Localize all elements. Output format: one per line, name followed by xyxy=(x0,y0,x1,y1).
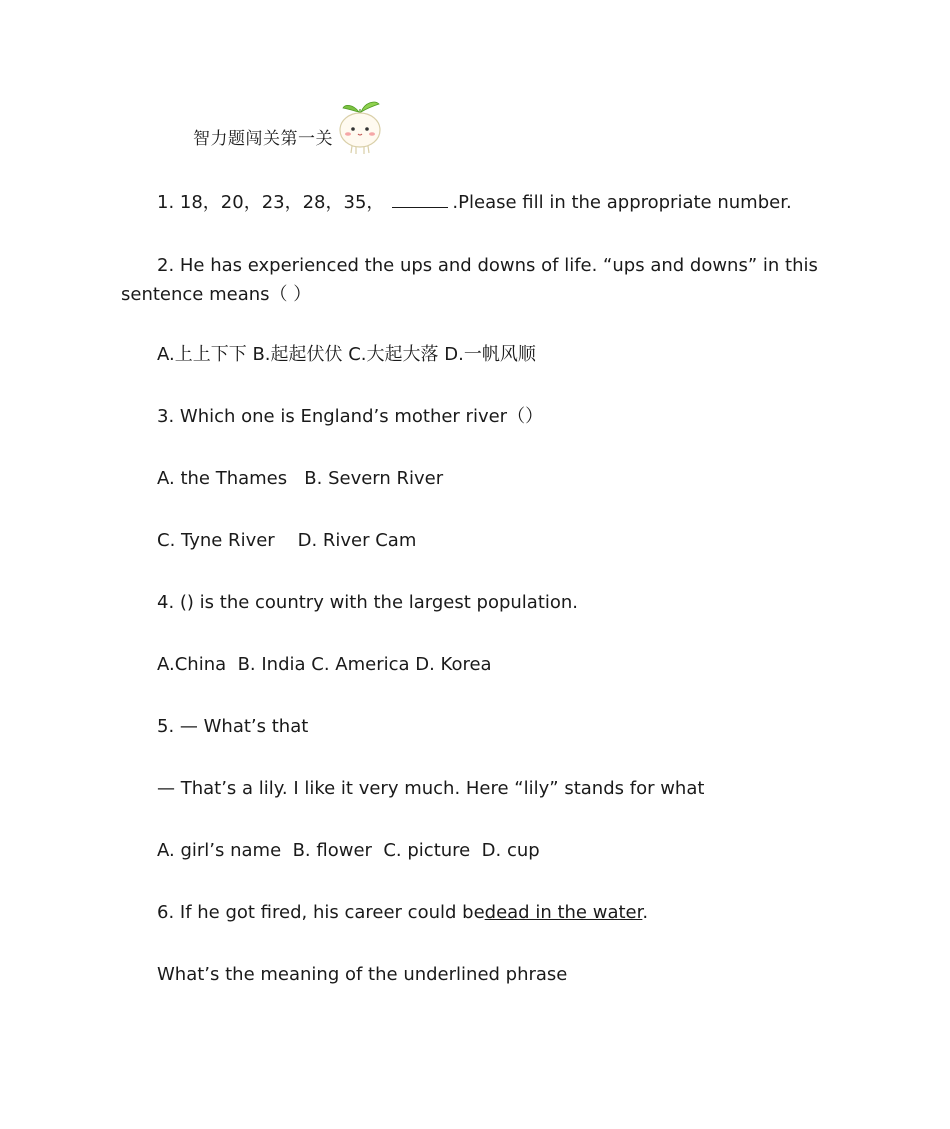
question-1-suffix: .Please fill in the appropriate number. xyxy=(452,192,792,213)
question-4: 4. () is the country with the largest population. xyxy=(157,592,579,613)
question-3-options-line-2: C. Tyne River D. River Cam xyxy=(157,530,417,551)
question-6-prefix: 6. If he got fired, his career could be xyxy=(157,902,485,923)
question-3: 3. Which one is England’s mother river（） xyxy=(157,406,544,427)
sprout-bun-mascot-icon xyxy=(335,100,385,156)
question-1-prefix: 1. 18，20，23，28，35， xyxy=(157,192,385,213)
page-title: 智力题闯关第一关 xyxy=(193,129,333,149)
question-6-suffix: . xyxy=(642,902,649,923)
question-2-options: A.上上下下 B.起起伏伏 C.大起大落 D.一帆风顺 xyxy=(157,344,536,365)
question-5-line-2: — That’s a lily. I like it very much. Here “lily” stands for what xyxy=(157,778,705,799)
title-row xyxy=(193,96,385,156)
question-5-line-1: 5. — What’s that xyxy=(157,716,309,737)
question-2: 2. He has experienced the ups and downs of life. “ups and downs” in this sentence means（ ） xyxy=(121,255,818,305)
question-5-options: A. girl’s name B. flower C. picture D. cup xyxy=(157,840,540,861)
answer-blank xyxy=(392,188,448,208)
question-6 xyxy=(157,899,648,927)
question-4-options: A.China B. India C. America D. Korea xyxy=(157,654,492,675)
question-3-options-line-1: A. the Thames B. Severn River xyxy=(157,468,444,489)
question-6-line-2: What’s the meaning of the underlined phrase xyxy=(157,964,568,985)
question-1 xyxy=(157,188,792,217)
underlined-phrase: dead in the water xyxy=(484,902,643,923)
